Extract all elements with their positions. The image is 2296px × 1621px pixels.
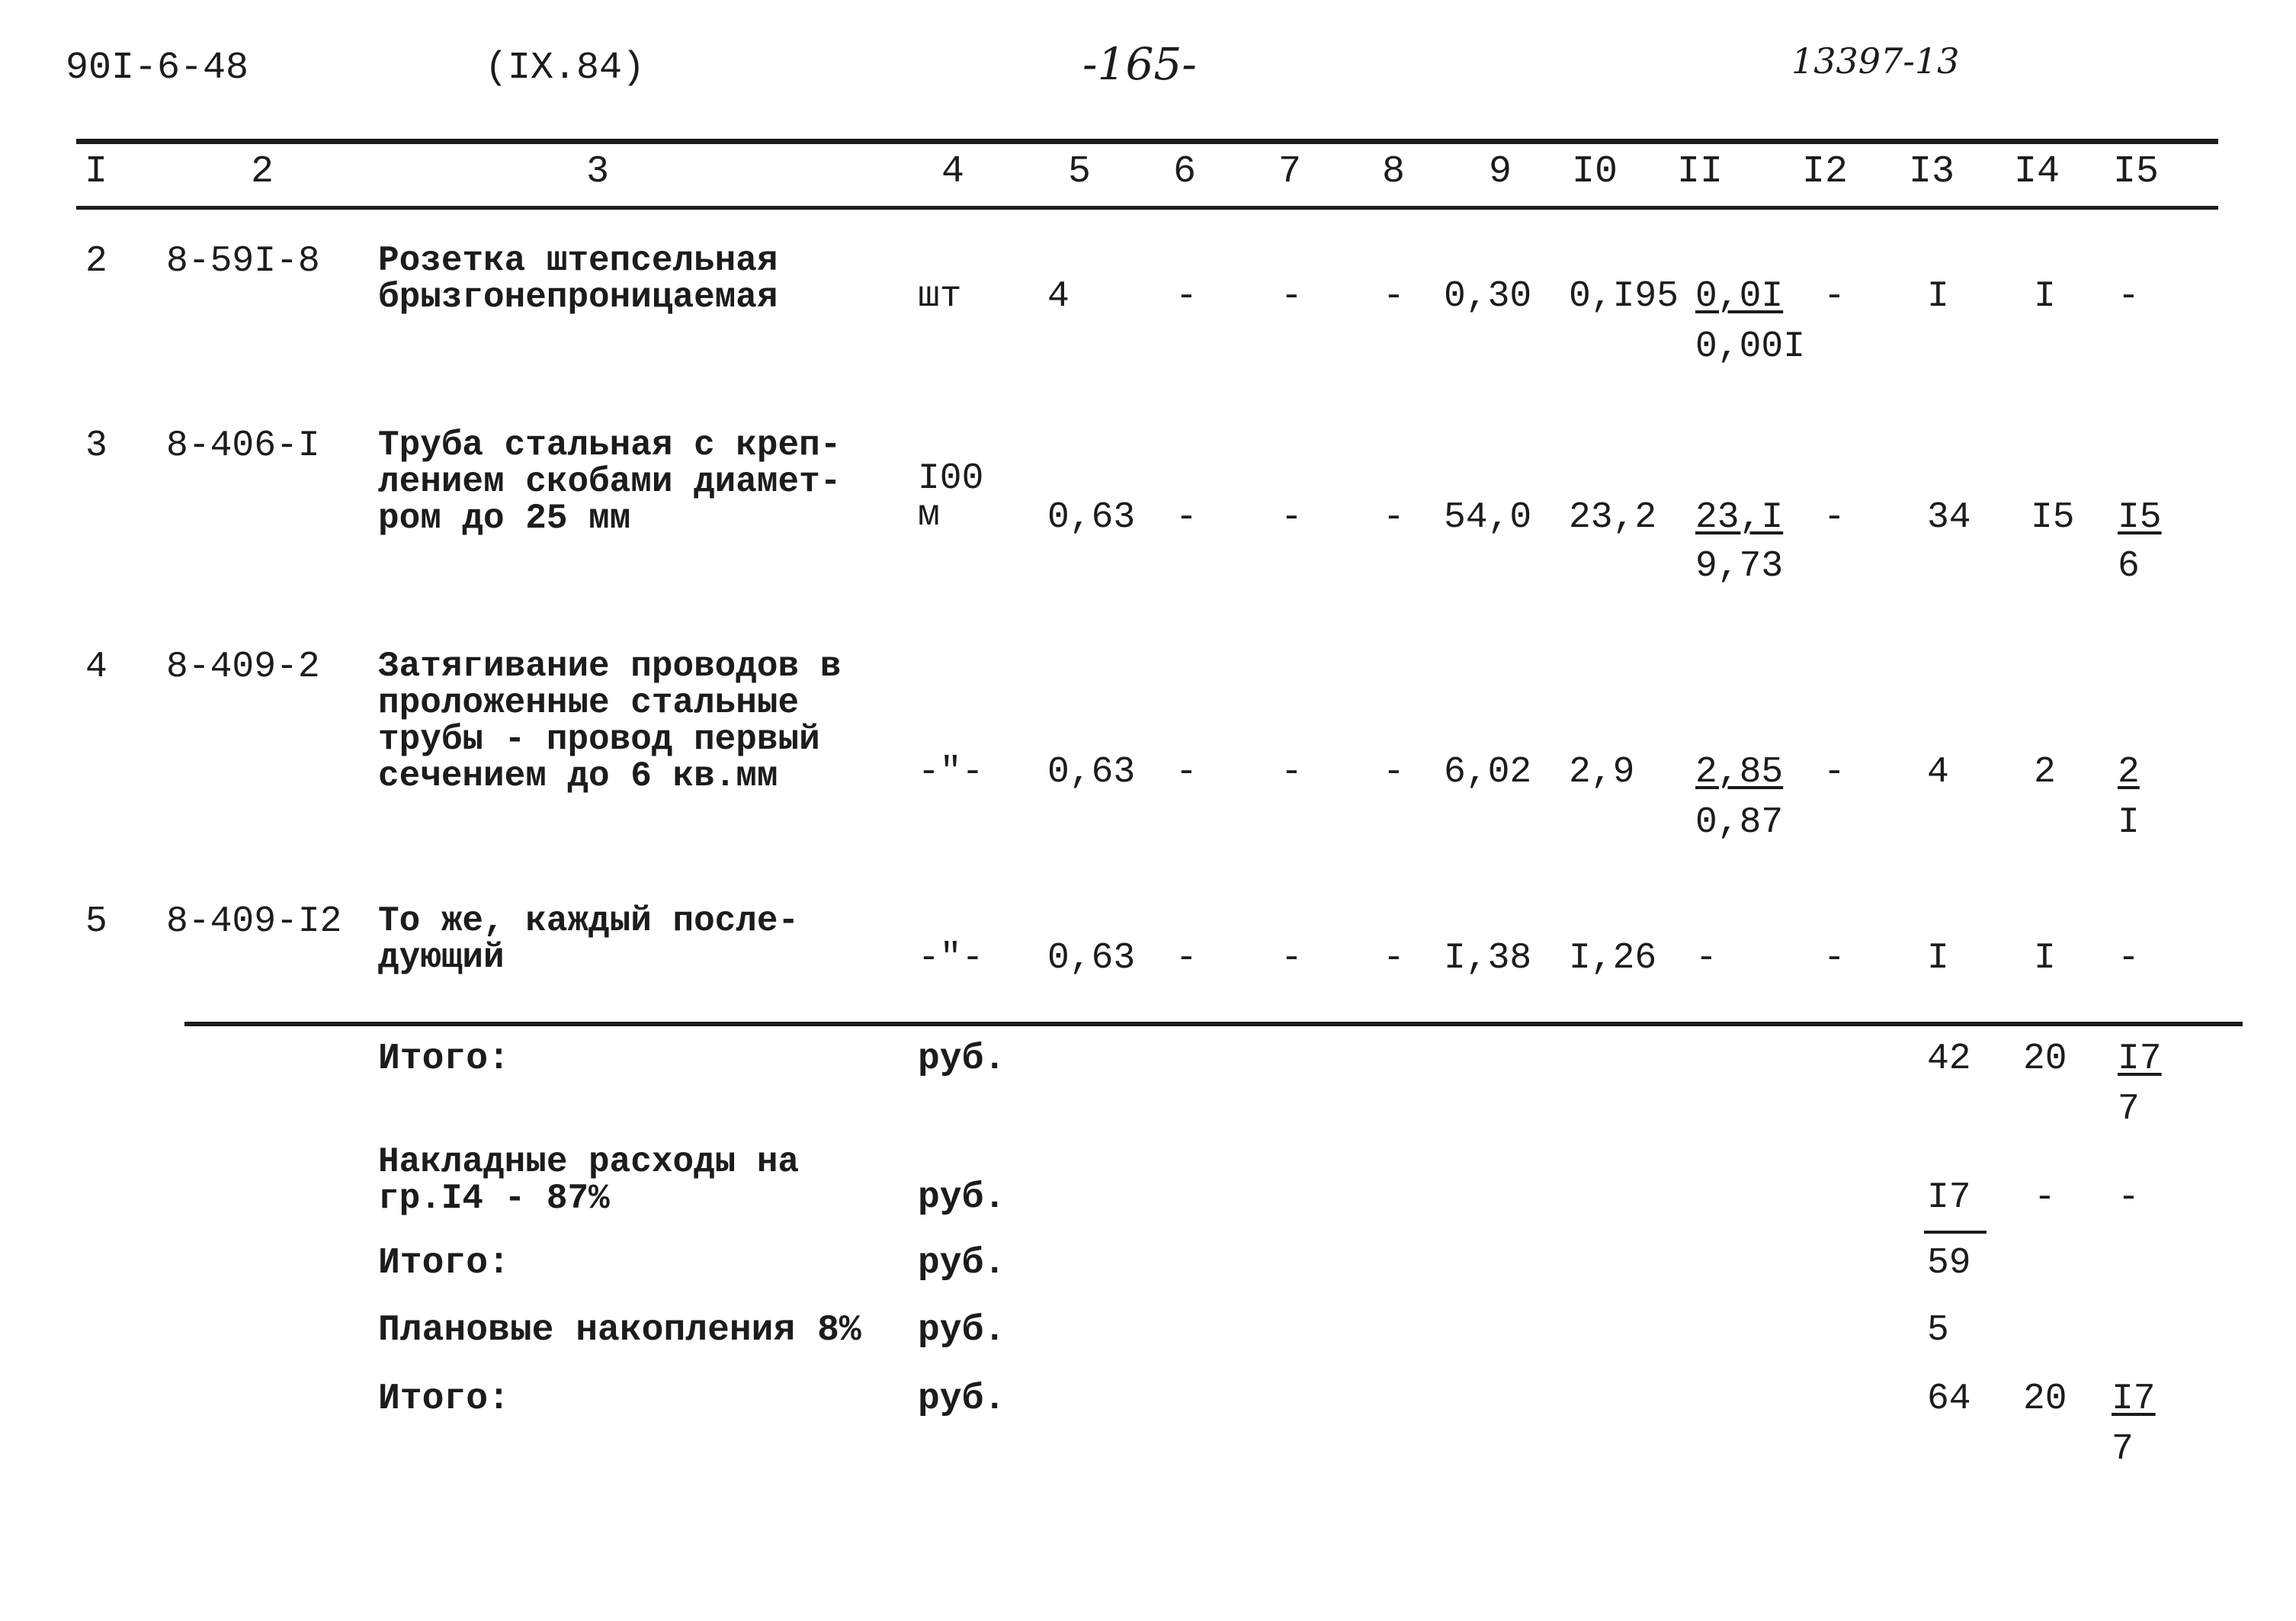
work-description: Затягивание проводов в проложенные стальные трубы - провод первый сечением до 6 кв.мм <box>378 647 842 796</box>
document-number: 13397-13 <box>1791 40 1960 82</box>
totals-label: Итого: <box>378 1379 510 1420</box>
col-12: - <box>1823 497 1845 538</box>
col-11-numerator: 2,85 <box>1695 752 1784 793</box>
col-11-denominator: 0,87 <box>1695 802 1784 843</box>
col-15-numerator: I7 <box>2118 1038 2162 1080</box>
column-header: 5 <box>1067 150 1091 194</box>
col-15: - <box>2118 938 2140 979</box>
col-9: I,38 <box>1444 938 1532 979</box>
row-number: 5 <box>85 901 107 942</box>
totals-unit: руб. <box>918 1379 1006 1420</box>
rate-code: 8-409-2 <box>166 647 320 688</box>
col-11-denominator: 9,73 <box>1695 546 1784 587</box>
col-9: 0,30 <box>1444 276 1532 317</box>
col-9: 54,0 <box>1444 497 1532 538</box>
col-13: 64 <box>1927 1379 1971 1420</box>
col-7: - <box>1281 938 1303 979</box>
col-8: - <box>1383 497 1405 538</box>
column-header: I0 <box>1571 150 1618 194</box>
col-7: - <box>1281 752 1303 793</box>
column-header: I2 <box>1801 150 1848 194</box>
col-13: 5 <box>1927 1310 1949 1351</box>
col-7: - <box>1281 276 1303 317</box>
totals-label: Итого: <box>378 1243 510 1284</box>
table-top-rule <box>76 139 2218 144</box>
col-13: I <box>1927 276 1949 317</box>
col-15-numerator: 2 <box>2118 752 2140 793</box>
col-6: - <box>1175 276 1198 317</box>
col-10: 0,I95 <box>1569 276 1679 317</box>
col-13: 4 <box>1927 752 1949 793</box>
col-12: - <box>1823 938 1845 979</box>
unit: -"- <box>918 938 984 979</box>
col-15: - <box>2118 1177 2140 1218</box>
col-6: - <box>1175 938 1198 979</box>
column-header: 7 <box>1278 150 1301 194</box>
column-header: 2 <box>250 150 274 194</box>
col-15-numerator: I7 <box>2112 1379 2156 1420</box>
col-9: 6,02 <box>1444 752 1532 793</box>
rate-code: 8-409-I2 <box>166 901 342 942</box>
column-header: 4 <box>941 150 964 194</box>
col-15-denominator: 7 <box>2118 1089 2140 1130</box>
row-number: 3 <box>85 425 107 467</box>
col-14: 2 <box>2034 752 2056 793</box>
issue-date: (IX.84) <box>485 47 646 90</box>
col-12: - <box>1823 752 1845 793</box>
col-14: 20 <box>2023 1379 2067 1420</box>
column-header: I4 <box>2013 150 2060 194</box>
row-number: 4 <box>85 647 107 688</box>
col-13: 34 <box>1927 497 1971 538</box>
col-10: I,26 <box>1569 938 1657 979</box>
column-header: 9 <box>1488 150 1512 194</box>
quantity: 0,63 <box>1047 752 1136 793</box>
col-13: I7 <box>1927 1177 1971 1218</box>
quantity: 0,63 <box>1047 497 1136 538</box>
rate-code: 8-406-I <box>166 425 320 467</box>
col-8: - <box>1383 276 1405 317</box>
column-header: 6 <box>1172 150 1196 194</box>
col-8: - <box>1383 752 1405 793</box>
col-15-denominator: 6 <box>2118 546 2140 587</box>
col-14: 20 <box>2023 1038 2067 1080</box>
col-15-numerator: I5 <box>2118 497 2162 538</box>
col-6: - <box>1175 497 1198 538</box>
column-header: II <box>1676 150 1723 194</box>
col-7: - <box>1281 497 1303 538</box>
unit: I00 м <box>918 458 984 536</box>
col-10: 2,9 <box>1569 752 1635 793</box>
col-15-denominator: I <box>2118 802 2140 843</box>
quantity: 4 <box>1047 276 1069 317</box>
col-14: - <box>2034 1177 2056 1218</box>
col-14: I <box>2034 938 2056 979</box>
page-number: -165- <box>1082 38 1197 90</box>
totals-unit: руб. <box>918 1177 1006 1218</box>
quantity: 0,63 <box>1047 938 1136 979</box>
col-11-denominator: 0,00I <box>1695 326 1806 368</box>
totals-unit: руб. <box>918 1310 1006 1351</box>
unit: шт <box>918 276 962 317</box>
col-8: - <box>1383 938 1405 979</box>
unit: -"- <box>918 752 984 793</box>
column-header: I3 <box>1908 150 1954 194</box>
col-11: - <box>1695 938 1717 979</box>
series-code: 90I-6-48 <box>66 47 249 90</box>
totals-label: Итого: <box>378 1038 510 1080</box>
column-header: 3 <box>585 150 609 194</box>
column-header: 8 <box>1381 150 1405 194</box>
col-6: - <box>1175 752 1198 793</box>
sum-underline <box>1924 1231 1987 1234</box>
column-header: I <box>84 150 107 194</box>
col-12: - <box>1823 276 1845 317</box>
col-13: 42 <box>1927 1038 1971 1080</box>
totals-unit: руб. <box>918 1038 1006 1080</box>
col-11-numerator: 23,I <box>1695 497 1784 538</box>
totals-unit: руб. <box>918 1243 1006 1284</box>
work-description: Розетка штепсельная брызгонепроницаемая <box>378 241 778 317</box>
column-header: I5 <box>2112 150 2159 194</box>
col-13: I <box>1927 938 1949 979</box>
table-header-rule <box>76 206 2218 210</box>
col-10: 23,2 <box>1569 497 1657 538</box>
work-description: То же, каждый после- дующий <box>378 901 800 977</box>
row-number: 2 <box>85 241 107 282</box>
totals-rule <box>184 1022 2243 1026</box>
col-15: - <box>2118 276 2140 317</box>
col-15-denominator: 7 <box>2112 1429 2134 1470</box>
rate-code: 8-59I-8 <box>166 241 320 282</box>
col-14: I <box>2034 276 2056 317</box>
col-11-numerator: 0,0I <box>1695 276 1784 317</box>
work-description: Труба стальная с креп- лением скобами диамет- ром до 25 мм <box>378 425 842 538</box>
totals-label: Накладные расходы на гр.I4 - 87% <box>378 1142 800 1218</box>
col-13: 59 <box>1927 1243 1971 1284</box>
totals-label: Плановые накопления 8% <box>378 1310 861 1351</box>
col-14: I5 <box>2031 497 2075 538</box>
